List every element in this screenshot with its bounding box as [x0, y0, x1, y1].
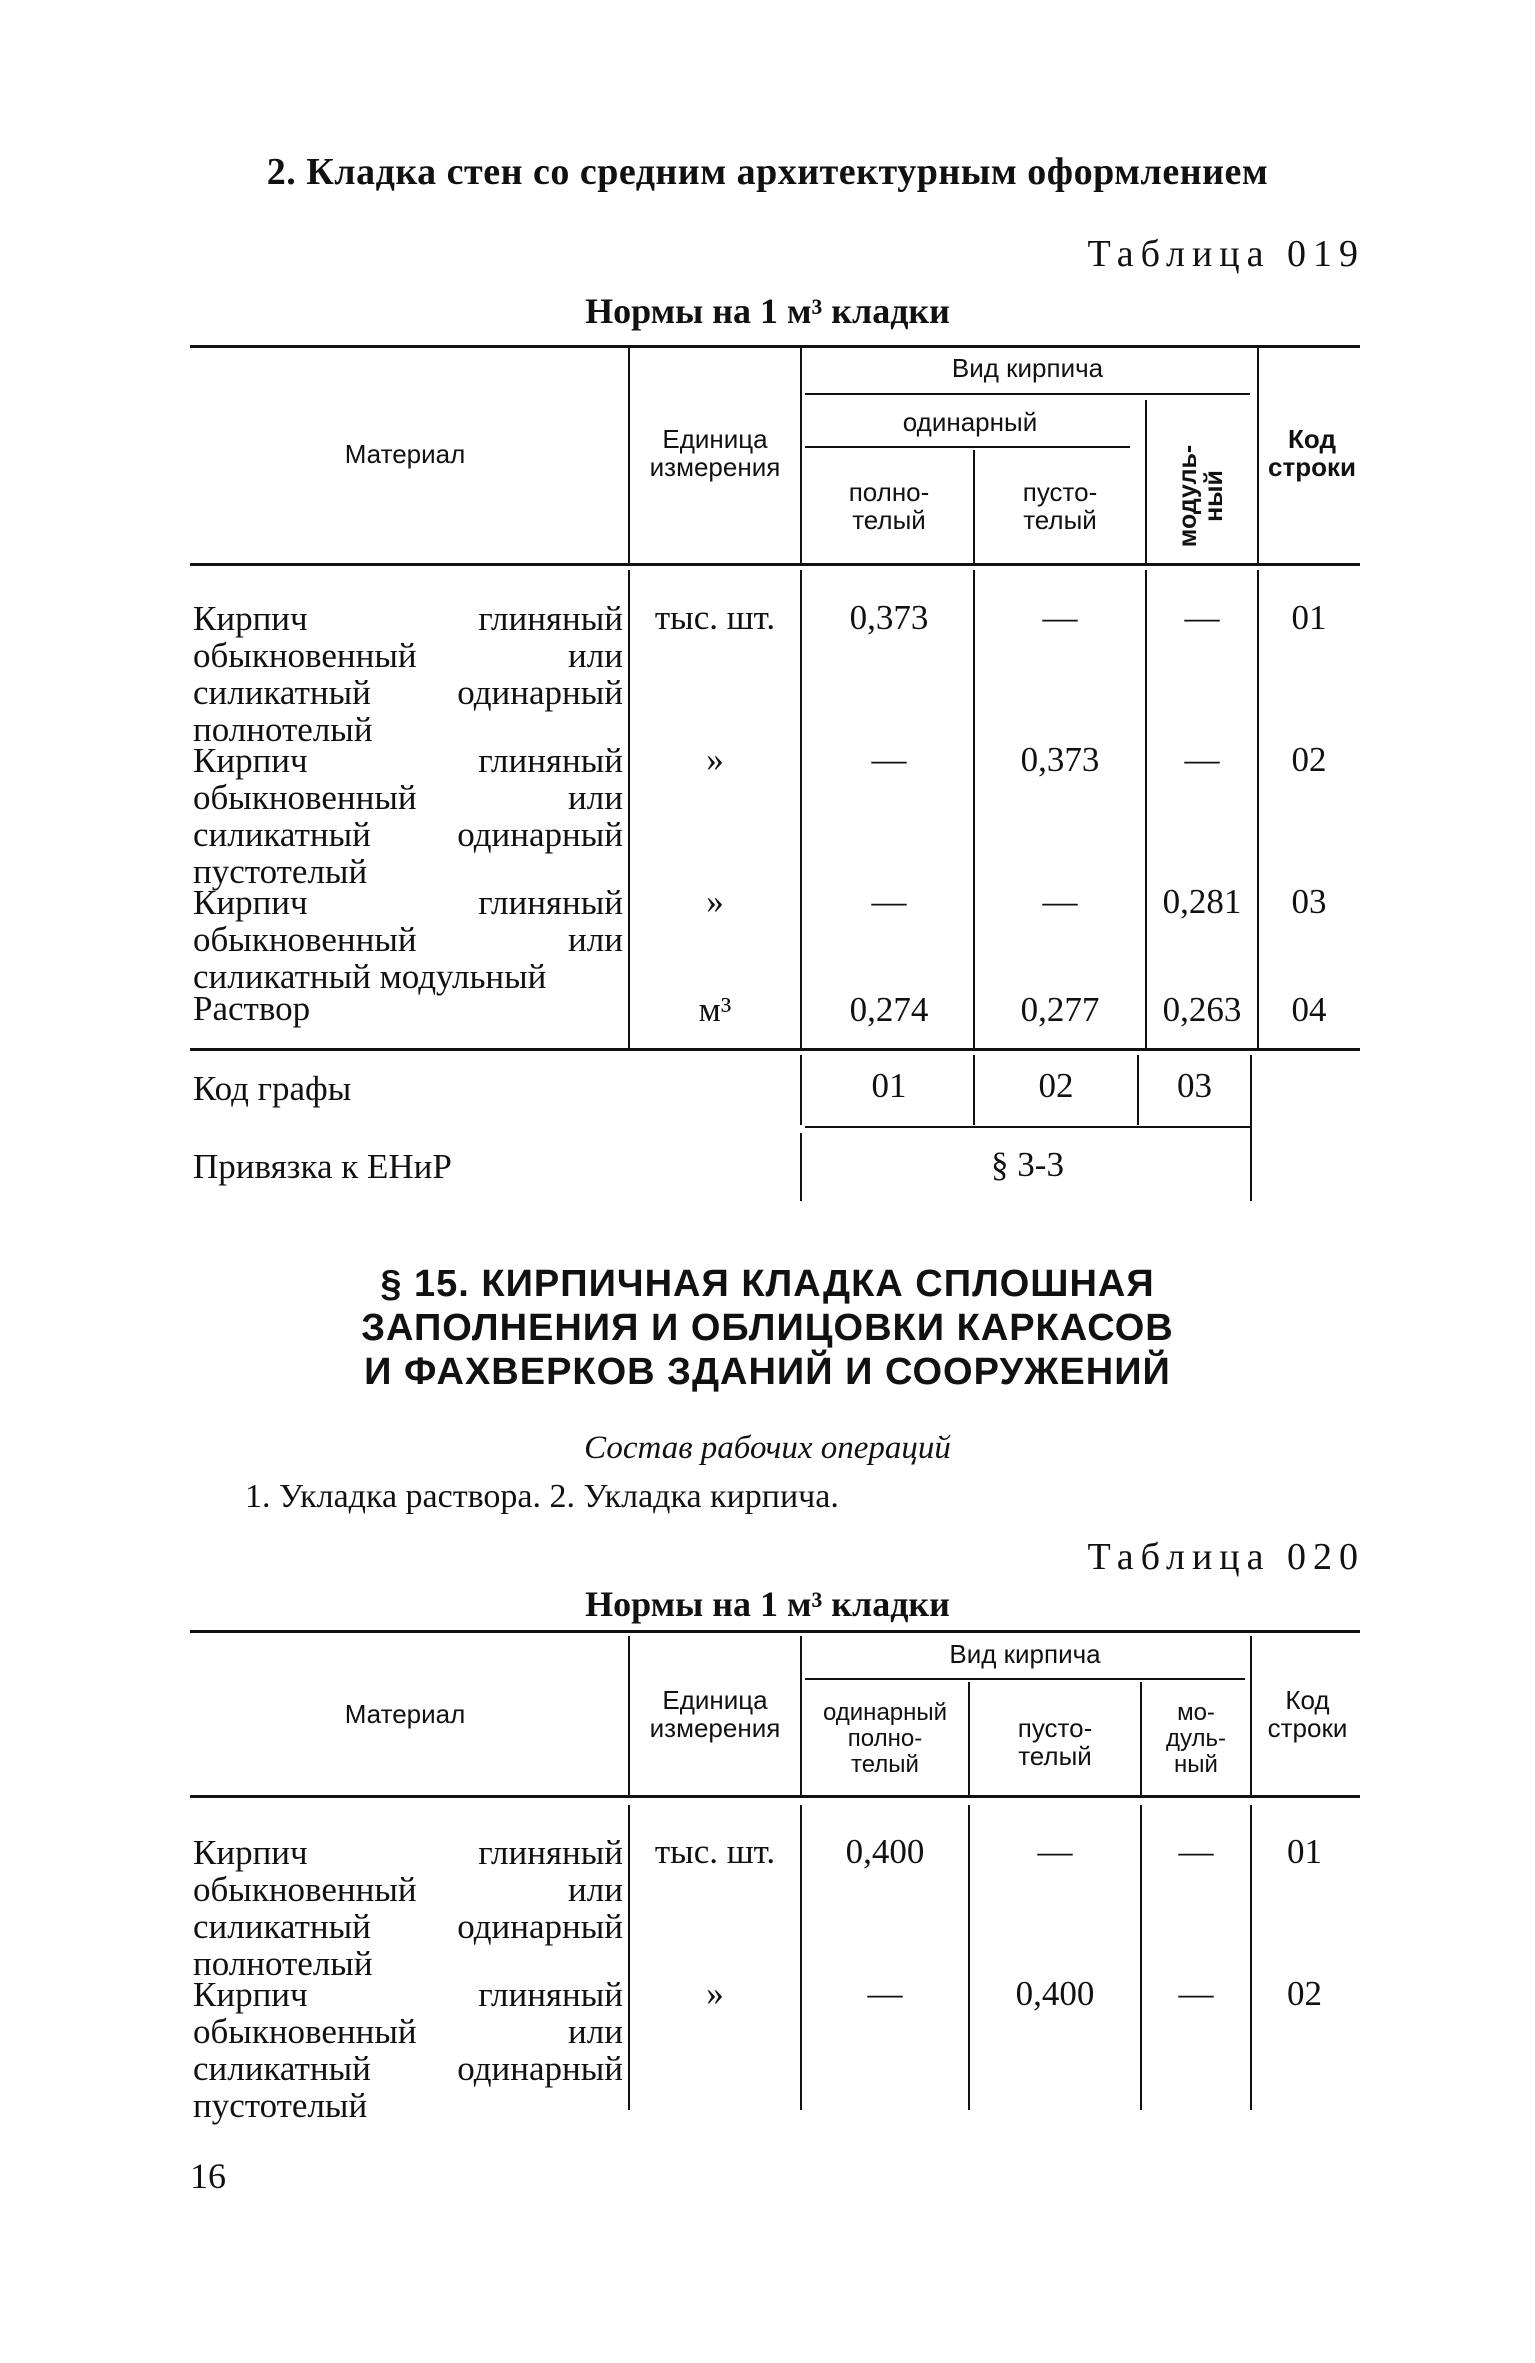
header-row-code: Код строки: [1267, 1685, 1348, 1743]
table-row-solid: 0,400: [845, 1832, 925, 1871]
table-row-hollow: —: [1042, 598, 1078, 637]
table-row-modular: —: [1184, 740, 1220, 779]
table-row-code: 02: [1291, 740, 1327, 779]
enir-label: Привязка к ЕНиР: [193, 1147, 452, 1186]
table-row-code: 02: [1287, 1974, 1322, 2013]
header-unit: Единица измерения: [649, 424, 781, 482]
table-row-unit: тыс. шт.: [654, 1832, 776, 1871]
table-label-020: Таблица 020: [1087, 1536, 1365, 1578]
table-row-solid: —: [867, 1974, 903, 2013]
table-row-material: Кирпич глиняный обыкновенный или силикатный одинарный пустотелый: [193, 741, 623, 891]
table-row-material: Кирпич глиняный обыкновенный или силикатный одинарный полнотелый: [193, 1833, 623, 1983]
table-row-unit: м³: [698, 990, 732, 1029]
operations-subtitle: Состав рабочих операций: [584, 1430, 951, 1466]
table-row-code: 04: [1291, 990, 1327, 1029]
table-row-solid: —: [871, 882, 907, 921]
header-modular: модуль- ный: [1174, 444, 1228, 548]
table-row-hollow: 0,400: [1015, 1974, 1095, 2013]
table-row-modular: 0,281: [1162, 882, 1242, 921]
table-row-unit: »: [706, 740, 724, 779]
column-code: 03: [1177, 1066, 1212, 1105]
table-row-code: 01: [1291, 598, 1327, 637]
header-modular: мо- дуль- ный: [1166, 1699, 1226, 1778]
table-row-hollow: —: [1042, 882, 1078, 921]
table-row-material: Кирпич глиняный обыкновенный или силикатный одинарный полнотелый: [193, 599, 623, 749]
table-label-019: Таблица 019: [1087, 233, 1365, 275]
table-row-hollow: —: [1037, 1832, 1073, 1871]
table-row-solid: —: [871, 740, 907, 779]
norms-title-019: Нормы на 1 м³ кладки: [585, 291, 950, 331]
header-material: Материал: [344, 1699, 466, 1729]
table-row-code: 03: [1291, 882, 1327, 921]
enir-value: § 3-3: [991, 1145, 1064, 1184]
table-row-solid: 0,274: [849, 990, 929, 1029]
operations-text: 1. Укладка раствора. 2. Укладка кирпича.: [245, 1478, 839, 1515]
header-single-solid: одинарный полно- телый: [822, 1699, 948, 1778]
table-row-hollow: 0,277: [1020, 990, 1100, 1029]
section-title-line1: § 15. КИРПИЧНАЯ КЛАДКА СПЛОШНАЯ: [380, 1263, 1155, 1305]
column-code: 01: [871, 1066, 907, 1105]
section-title-line3: И ФАХВЕРКОВ ЗДАНИЙ И СООРУЖЕНИЙ: [364, 1351, 1171, 1393]
table-row-unit: тыс. шт.: [654, 598, 776, 637]
header-brick-type: Вид кирпича: [951, 353, 1104, 383]
table-row-unit: »: [706, 1974, 724, 2013]
table-row-material: Кирпич глиняный обыкновенный или силикатный одинарный пустотелый: [193, 1975, 623, 2125]
table-row-modular: 0,263: [1162, 990, 1242, 1029]
table-row-solid: 0,373: [849, 598, 929, 637]
header-solid: полно- телый: [848, 477, 930, 535]
page-number: 16: [190, 2156, 226, 2196]
section-title-line2: ЗАПОЛНЕНИЯ И ОБЛИЦОВКИ КАРКАСОВ: [361, 1307, 1174, 1349]
table-row-material: Кирпич глиняный обыкновенный или силикатный модульный: [193, 883, 623, 996]
table-row-modular: —: [1178, 1832, 1214, 1871]
header-single: одинарный: [902, 407, 1038, 437]
column-code: 02: [1038, 1066, 1074, 1105]
header-hollow: пусто- телый: [1022, 477, 1098, 535]
header-hollow: пусто- телый: [1017, 1713, 1093, 1771]
table-row-code: 01: [1287, 1832, 1322, 1871]
table-row-modular: —: [1184, 598, 1220, 637]
header-brick-type: Вид кирпича: [949, 1639, 1101, 1669]
column-code-label: Код графы: [193, 1069, 352, 1108]
norms-title-020: Нормы на 1 м³ кладки: [585, 1584, 950, 1624]
table-row-hollow: 0,373: [1020, 740, 1100, 779]
table-row-material: Раствор: [193, 989, 311, 1028]
table-row-unit: »: [706, 882, 724, 921]
header-unit: Единица измерения: [649, 1685, 781, 1743]
header-row-code: Код строки: [1268, 424, 1356, 482]
header-material: Материал: [344, 439, 466, 469]
section-heading: 2. Кладка стен со средним архитектурным оформлением: [266, 151, 1269, 193]
table-row-modular: —: [1178, 1974, 1214, 2013]
